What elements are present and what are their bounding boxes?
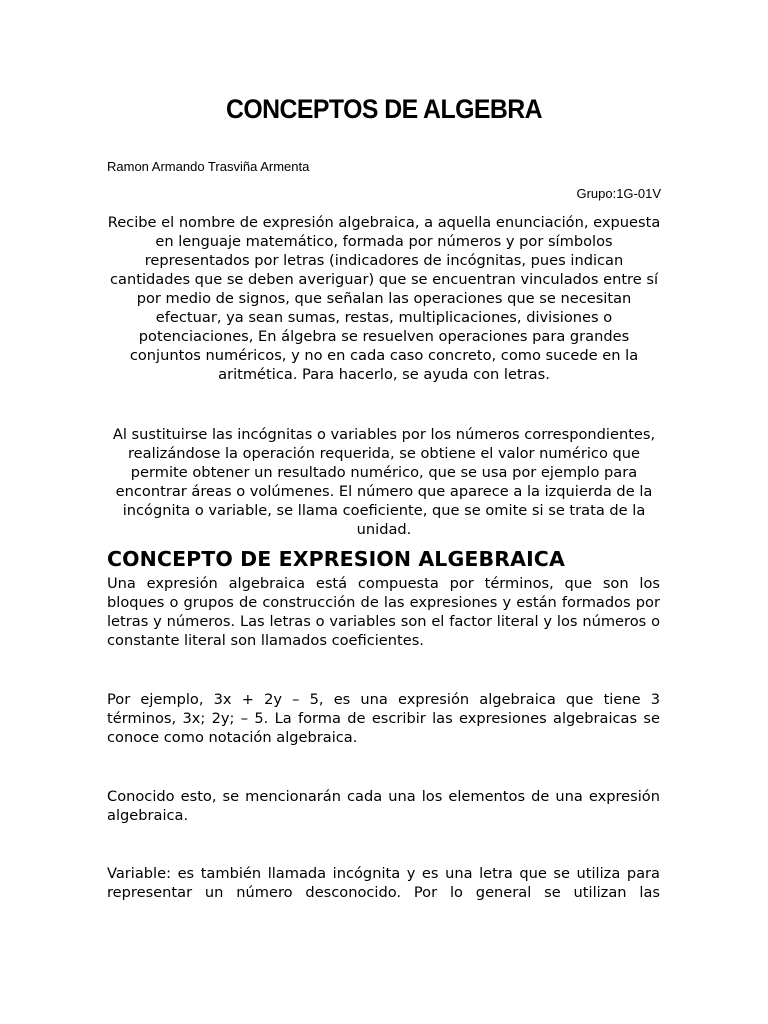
section-heading: CONCEPTO DE EXPRESION ALGEBRAICA [107, 547, 565, 571]
group-label: Grupo:1G-01V [576, 186, 661, 201]
section-paragraph-2: Por ejemplo, 3x + 2y – 5, es una expresión algebraica que tiene 3 términos, 3x; 2y; – 5. La forma de escribir las expresiones algebraicas se conoce como notación algebraica. [107, 691, 660, 746]
intro-paragraph-1: Recibe el nombre de expresión algebraica, a aquella enunciación, expuesta en lenguaje matemático, formada por números y por símbolos representados por letras (indicadores de incógnitas, pues indican cantidades que se deben averiguar) que se encuentran vinculados entre sí por medio de signos, que señalan las operaciones que se necesitan efectuar, ya sean sumas, restas, multiplicaciones, divisiones o potenciaciones, En álgebra se resuelven operaciones para grandes conjuntos numéricos, y no en cada caso concreto, como sucede en la aritmética. Para hacerlo, se ayuda con letras. [107, 214, 661, 383]
intro-paragraph-2: Al sustituirse las incógnitas o variables por los números correspondientes, realizándose la operación requerida, se obtiene el valor numérico que permite obtener un resultado numérico, que se usa por ejemplo para encontrar áreas o volúmenes. El número que aparece a la izquierda de la incógnita o variable, se llama coeficiente, que se omite si se trata de la unidad. [112, 426, 656, 538]
author-name: Ramon Armando Trasviña Armenta [107, 159, 310, 174]
section-paragraph-1: Una expresión algebraica está compuesta por términos, que son los bloques o grupos de construcción de las expresiones y están formados por letras y números. Las letras o variables son el factor literal y los números o constante literal son llamados coeficientes. [107, 575, 660, 649]
document-title: CONCEPTOS DE ALGEBRA [225, 94, 543, 124]
section-paragraph-4: Variable: es también llamada incógnita y es una letra que se utiliza para representar un número desconocido. Por lo general se utilizan las [107, 865, 660, 901]
section-paragraph-3: Conocido esto, se mencionarán cada una los elementos de una expresión algebraica. [107, 788, 660, 824]
